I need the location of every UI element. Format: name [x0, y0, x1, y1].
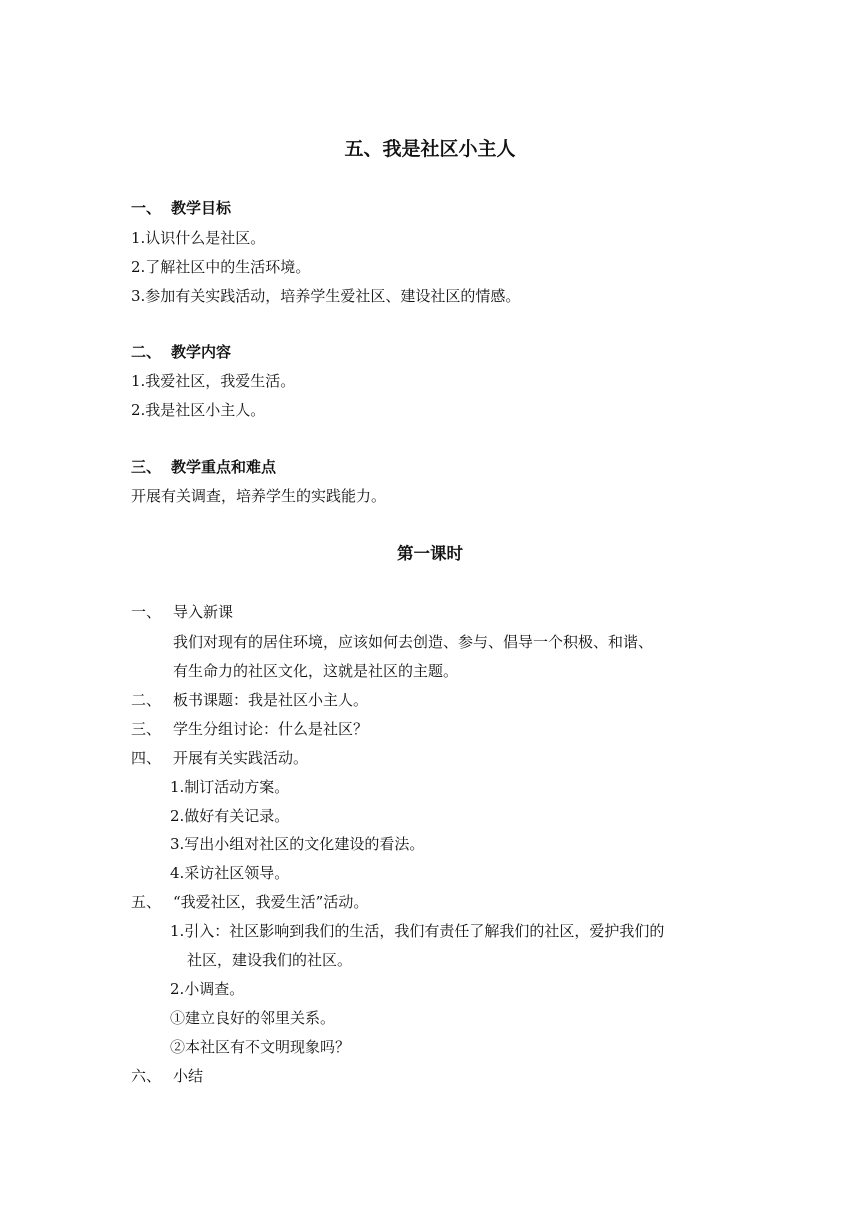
goal-line: 3.参加有关实践活动，培养学生爱社区、建设社区的情感。: [131, 287, 521, 305]
section-title: 教学目标: [171, 199, 232, 217]
section-title: 教学内容: [171, 343, 232, 361]
step-body-line: 3.写出小组对社区的文化建设的看法。: [170, 835, 425, 853]
step-text: 板书课题：我是社区小主人。: [173, 691, 369, 709]
section-heading-goals: [131, 198, 231, 218]
step-body-line: 1.引入：社区影响到我们的生活，我们有责任了解我们的社区，爱护我们的: [170, 922, 665, 940]
step-number: 五、: [131, 893, 162, 911]
step-number: 四、: [131, 749, 162, 767]
step-number: 二、: [131, 691, 162, 709]
content-line: 1.我爱社区，我爱生活。: [131, 372, 296, 390]
step-text: 学生分组讨论：什么是社区？: [173, 720, 369, 738]
step-body-line: ①建立良好的邻里关系。: [170, 1009, 336, 1027]
step-body-line: 有生命力的社区文化，这就是社区的主题。: [173, 662, 459, 680]
keypoint-line: 开展有关调查，培养学生的实践能力。: [131, 487, 387, 505]
step-item: [131, 748, 308, 768]
step-item: [131, 892, 368, 912]
step-item: [131, 1066, 203, 1086]
step-text: 小结: [173, 1067, 204, 1085]
step-number: 一、: [131, 603, 162, 621]
page-title: 五、我是社区小主人: [344, 138, 516, 160]
step-body-line: 2.做好有关记录。: [170, 807, 290, 825]
section-heading-content: [131, 342, 231, 362]
step-body-line: 1.制订活动方案。: [170, 778, 290, 796]
step-number: 六、: [131, 1067, 162, 1085]
step-text: 导入新课: [173, 603, 234, 621]
content-line: 2.我是社区小主人。: [131, 401, 266, 419]
step-text: 开展有关实践活动。: [173, 749, 309, 767]
step-body-line: ②本社区有不文明现象吗？: [170, 1038, 351, 1056]
section-title: 教学重点和难点: [171, 458, 277, 476]
step-body-line: 2.小调查。: [170, 980, 245, 998]
step-text: “我爱社区，我爱生活”活动。: [173, 893, 369, 911]
step-number: 三、: [131, 720, 162, 738]
goal-line: 1.认识什么是社区。: [131, 229, 266, 247]
goal-line: 2.了解社区中的生活环境。: [131, 258, 311, 276]
section-number: 三、: [131, 458, 162, 476]
step-body-line: 4.采访社区领导。: [170, 864, 290, 882]
section-heading-keypoints: [131, 457, 276, 477]
step-body-line: 我们对现有的居住环境，应该如何去创造、参与、倡导一个积极、和谐、: [173, 633, 654, 651]
section-number: 一、: [131, 199, 162, 217]
step-item: [131, 690, 368, 710]
section-number: 二、: [131, 343, 162, 361]
lesson-title: 第一课时: [397, 544, 463, 563]
step-body-line: 社区，建设我们的社区。: [187, 951, 353, 969]
step-item: [131, 719, 368, 739]
step-item: [131, 602, 233, 622]
